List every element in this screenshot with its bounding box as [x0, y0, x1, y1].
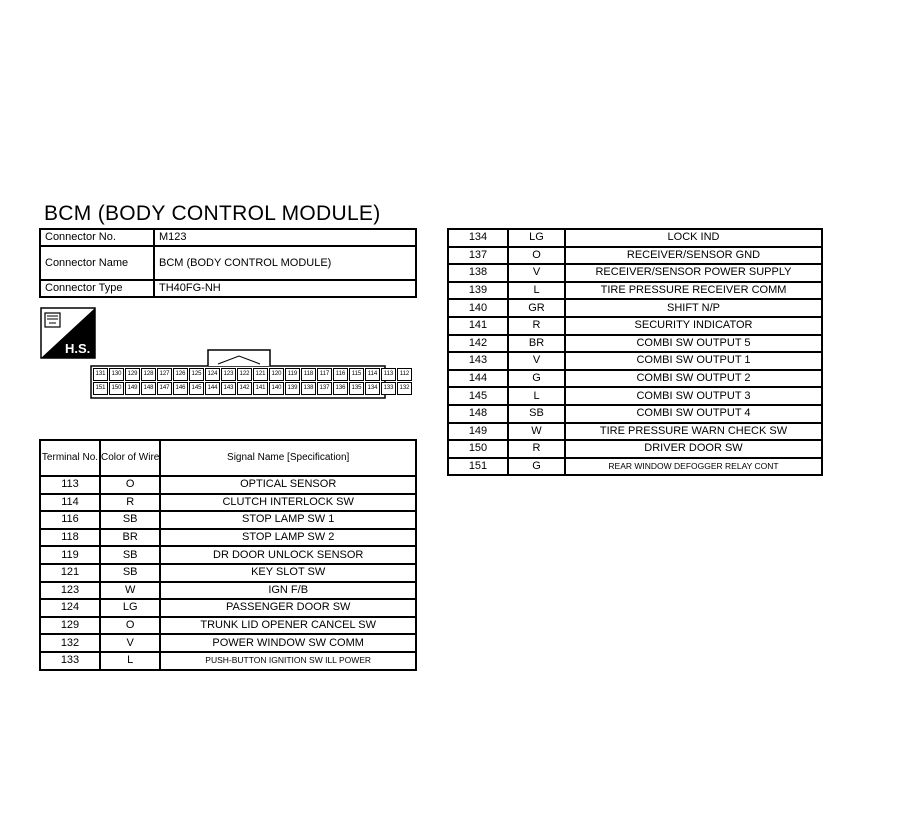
connector-pin: 148	[141, 382, 156, 395]
wire-color: L	[508, 387, 565, 405]
connector-pin: 116	[333, 368, 348, 381]
signal-name: COMBI SW OUTPUT 3	[565, 387, 822, 405]
wire-color: V	[508, 264, 565, 282]
signal-name: COMBI SW OUTPUT 2	[565, 370, 822, 388]
connector-type-row	[40, 280, 416, 297]
connector-pin: 113	[381, 368, 396, 381]
terminal-number: 129	[40, 617, 100, 635]
connector-pin: 134	[365, 382, 380, 395]
terminal-table-left	[39, 439, 417, 671]
terminal-table-right	[447, 228, 823, 476]
table-row	[40, 476, 416, 494]
table-row	[40, 546, 416, 564]
wire-color: BR	[100, 529, 160, 547]
wire-color: G	[508, 458, 565, 476]
table-row	[40, 617, 416, 635]
wire-color: SB	[100, 564, 160, 582]
wire-color: LG	[508, 229, 565, 247]
wire-color: R	[508, 440, 565, 458]
wire-color: O	[100, 476, 160, 494]
signal-name: CLUTCH INTERLOCK SW	[160, 494, 416, 512]
connector-pin: 130	[109, 368, 124, 381]
terminal-number: 149	[448, 423, 508, 441]
signal-name: PUSH-BUTTON IGNITION SW ILL POWER	[160, 652, 416, 670]
connector-number-value: M123	[154, 229, 416, 246]
wire-color: LG	[100, 599, 160, 617]
wire-color: SB	[100, 546, 160, 564]
signal-name: STOP LAMP SW 2	[160, 529, 416, 547]
connector-pin: 151	[93, 382, 108, 395]
connector-pin: 117	[317, 368, 332, 381]
connector-pin: 144	[205, 382, 220, 395]
table-row	[448, 352, 822, 370]
terminal-number: 139	[448, 282, 508, 300]
signal-name: TIRE PRESSURE RECEIVER COMM	[565, 282, 822, 300]
wire-color: W	[100, 582, 160, 600]
wire-color: R	[508, 317, 565, 335]
connector-info-table	[39, 228, 417, 298]
connector-pin: 124	[205, 368, 220, 381]
page-title: BCM (BODY CONTROL MODULE)	[44, 202, 381, 225]
wire-color: L	[508, 282, 565, 300]
table-row	[40, 511, 416, 529]
connector-pin: 128	[141, 368, 156, 381]
table-row	[40, 634, 416, 652]
connector-pin: 133	[381, 382, 396, 395]
signal-name: PASSENGER DOOR SW	[160, 599, 416, 617]
connector-pin: 119	[285, 368, 300, 381]
connector-pin: 140	[269, 382, 284, 395]
terminal-number: 124	[40, 599, 100, 617]
connector-pin: 146	[173, 382, 188, 395]
terminal-number: 123	[40, 582, 100, 600]
signal-name: POWER WINDOW SW COMM	[160, 634, 416, 652]
table-row	[448, 405, 822, 423]
connector-pin: 136	[333, 382, 348, 395]
terminal-table-header	[40, 440, 416, 476]
signal-name: RECEIVER/SENSOR POWER SUPPLY	[565, 264, 822, 282]
wire-color: V	[100, 634, 160, 652]
signal-name: KEY SLOT SW	[160, 564, 416, 582]
connector-pin: 147	[157, 382, 172, 395]
table-row	[40, 599, 416, 617]
connector-pin: 145	[189, 382, 204, 395]
signal-name: TRUNK LID OPENER CANCEL SW	[160, 617, 416, 635]
terminal-number: 140	[448, 299, 508, 317]
signal-name: COMBI SW OUTPUT 4	[565, 405, 822, 423]
wire-color: R	[100, 494, 160, 512]
signal-name: COMBI SW OUTPUT 1	[565, 352, 822, 370]
table-row	[448, 264, 822, 282]
signal-name: STOP LAMP SW 1	[160, 511, 416, 529]
signal-name: DR DOOR UNLOCK SENSOR	[160, 546, 416, 564]
header-signal: Signal Name [Specification]	[160, 440, 416, 476]
connector-pin: 143	[221, 382, 236, 395]
terminal-number: 134	[448, 229, 508, 247]
connector-pin: 129	[125, 368, 140, 381]
table-row	[40, 582, 416, 600]
terminal-number: 148	[448, 405, 508, 423]
terminal-number: 119	[40, 546, 100, 564]
connector-pin: 120	[269, 368, 284, 381]
table-row	[448, 387, 822, 405]
connector-pin: 115	[349, 368, 364, 381]
connector-number-label: Connector No.	[40, 229, 154, 246]
terminal-number: 143	[448, 352, 508, 370]
wire-color: G	[508, 370, 565, 388]
header-color: Color of Wire	[100, 440, 160, 476]
connector-pin: 123	[221, 368, 236, 381]
terminal-number: 145	[448, 387, 508, 405]
terminal-number: 142	[448, 335, 508, 353]
connector-name-value: BCM (BODY CONTROL MODULE)	[154, 246, 416, 280]
terminal-number: 121	[40, 564, 100, 582]
connector-pins-bottom	[93, 382, 413, 395]
wire-color: W	[508, 423, 565, 441]
terminal-number: 144	[448, 370, 508, 388]
table-row	[448, 423, 822, 441]
signal-name: DRIVER DOOR SW	[565, 440, 822, 458]
signal-name: IGN F/B	[160, 582, 416, 600]
table-row	[448, 440, 822, 458]
wire-color: SB	[100, 511, 160, 529]
hs-label: H.S.	[65, 341, 91, 356]
signal-name: OPTICAL SENSOR	[160, 476, 416, 494]
signal-name: RECEIVER/SENSOR GND	[565, 247, 822, 265]
table-row	[40, 564, 416, 582]
terminal-number: 113	[40, 476, 100, 494]
signal-name: COMBI SW OUTPUT 5	[565, 335, 822, 353]
table-row	[40, 652, 416, 670]
connector-pin: 142	[237, 382, 252, 395]
table-row	[40, 529, 416, 547]
signal-name: LOCK IND	[565, 229, 822, 247]
table-row	[448, 247, 822, 265]
signal-name: REAR WINDOW DEFOGGER RELAY CONT	[565, 458, 822, 476]
connector-number-row	[40, 229, 416, 246]
table-row	[448, 458, 822, 476]
signal-name: SECURITY INDICATOR	[565, 317, 822, 335]
terminal-number: 114	[40, 494, 100, 512]
connector-type-label: Connector Type	[40, 280, 154, 297]
connector-pin: 127	[157, 368, 172, 381]
connector-name-row	[40, 246, 416, 280]
connector-pins-top	[93, 368, 413, 381]
wire-color: O	[100, 617, 160, 635]
terminal-number: 137	[448, 247, 508, 265]
connector-pin: 137	[317, 382, 332, 395]
connector-pin: 112	[397, 368, 412, 381]
table-row	[448, 370, 822, 388]
connector-pin: 122	[237, 368, 252, 381]
wire-color: GR	[508, 299, 565, 317]
connector-face-diagram	[90, 347, 410, 399]
harness-side-icon	[40, 307, 96, 359]
connector-type-value: TH40FG-NH	[154, 280, 416, 297]
header-terminal: Terminal No.	[40, 440, 100, 476]
terminal-number: 118	[40, 529, 100, 547]
wire-color: SB	[508, 405, 565, 423]
terminal-number: 132	[40, 634, 100, 652]
connector-pin: 114	[365, 368, 380, 381]
connector-pin: 150	[109, 382, 124, 395]
wire-color: BR	[508, 335, 565, 353]
terminal-number: 133	[40, 652, 100, 670]
signal-name: TIRE PRESSURE WARN CHECK SW	[565, 423, 822, 441]
wire-color: L	[100, 652, 160, 670]
connector-pin: 118	[301, 368, 316, 381]
table-row	[448, 317, 822, 335]
table-row	[448, 335, 822, 353]
table-row	[448, 229, 822, 247]
connector-pin: 132	[397, 382, 412, 395]
connector-name-label: Connector Name	[40, 246, 154, 280]
terminal-number: 138	[448, 264, 508, 282]
terminal-number: 141	[448, 317, 508, 335]
connector-pin: 141	[253, 382, 268, 395]
wire-color: V	[508, 352, 565, 370]
wire-color: O	[508, 247, 565, 265]
terminal-number: 150	[448, 440, 508, 458]
connector-pin: 139	[285, 382, 300, 395]
connector-pin: 149	[125, 382, 140, 395]
connector-pin: 138	[301, 382, 316, 395]
table-row	[448, 299, 822, 317]
terminal-number: 151	[448, 458, 508, 476]
table-row	[448, 282, 822, 300]
terminal-number: 116	[40, 511, 100, 529]
connector-pin: 135	[349, 382, 364, 395]
connector-pin: 131	[93, 368, 108, 381]
table-row	[40, 494, 416, 512]
signal-name: SHIFT N/P	[565, 299, 822, 317]
connector-pin: 125	[189, 368, 204, 381]
connector-pin: 121	[253, 368, 268, 381]
connector-pin: 126	[173, 368, 188, 381]
